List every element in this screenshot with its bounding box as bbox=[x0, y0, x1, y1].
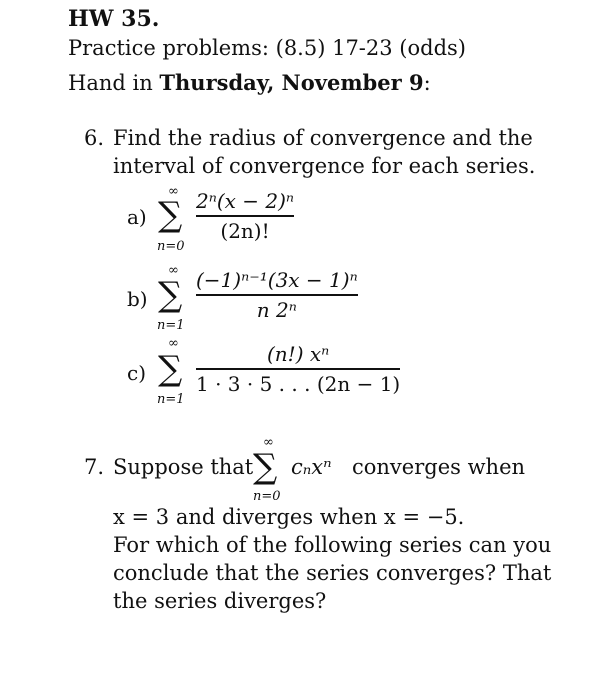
problem6-number: 6. bbox=[84, 126, 105, 150]
part-a-denominator: (2n)! bbox=[220, 218, 270, 243]
practice-problems: Practice problems: (8.5) 17-23 (odds) bbox=[68, 36, 466, 60]
part-c-lower-limit: n=1 bbox=[157, 392, 185, 407]
hand-in-prefix: Hand in bbox=[68, 71, 160, 95]
problem7-upper-limit: ∞ bbox=[263, 435, 274, 450]
part-a-fraction-bar bbox=[196, 215, 294, 217]
part-c-sigma-icon: ∑ bbox=[158, 349, 183, 389]
problem6-line1: Find the radius of convergence and the bbox=[113, 126, 533, 150]
part-a-upper-limit: ∞ bbox=[168, 184, 179, 199]
part-b-fraction bbox=[196, 267, 358, 323]
problem7-lower-limit: n=0 bbox=[253, 489, 281, 504]
problem7-intro: Suppose that bbox=[113, 455, 254, 479]
part-b-upper-limit: ∞ bbox=[168, 263, 179, 278]
part-b-denominator: n 2ⁿ bbox=[256, 297, 297, 322]
part-a-label: a) bbox=[127, 205, 147, 229]
part-c-denominator: 1 · 3 · 5 . . . (2n − 1) bbox=[196, 371, 401, 396]
problem6-line2: interval of convergence for each series. bbox=[113, 154, 536, 178]
part-c-numerator: (n!) xⁿ bbox=[266, 342, 330, 366]
part-b-fraction-bar bbox=[196, 294, 358, 296]
part-c-label: c) bbox=[127, 361, 147, 385]
part-a-numerator: 2ⁿ(x − 2)ⁿ bbox=[196, 189, 295, 213]
part-b-numerator: (−1)ⁿ⁻¹(3x − 1)ⁿ bbox=[196, 268, 358, 292]
part-a-lower-limit: n=0 bbox=[157, 239, 185, 254]
homework-title: HW 35. bbox=[68, 6, 160, 32]
problem7-after-sum: converges when bbox=[352, 455, 526, 479]
part-a-fraction bbox=[196, 188, 294, 244]
problem7-term: cₙxⁿ bbox=[291, 455, 332, 479]
part-b-lower-limit: n=1 bbox=[157, 318, 185, 333]
problem7-sigma-icon: ∑ bbox=[253, 447, 278, 487]
part-a-sigma-icon: ∑ bbox=[158, 195, 183, 235]
part-c-upper-limit: ∞ bbox=[168, 336, 179, 351]
part-b-sigma-icon: ∑ bbox=[158, 275, 183, 315]
part-c-fraction bbox=[196, 341, 400, 397]
problem7-line3: For which of the following series can you bbox=[113, 533, 552, 557]
problem7-line2: x = 3 and diverges when x = −5. bbox=[113, 505, 465, 529]
hand-in-date: Thursday, November 9 bbox=[159, 70, 424, 95]
part-b-label: b) bbox=[127, 287, 148, 311]
problem7-number: 7. bbox=[84, 455, 105, 479]
problem7-line4: conclude that the series converges? That bbox=[113, 561, 552, 585]
problem7-line5: the series diverges? bbox=[113, 589, 327, 613]
hand-in-suffix: : bbox=[423, 71, 431, 95]
part-c-fraction-bar bbox=[196, 368, 400, 370]
hand-in-line bbox=[68, 70, 431, 95]
